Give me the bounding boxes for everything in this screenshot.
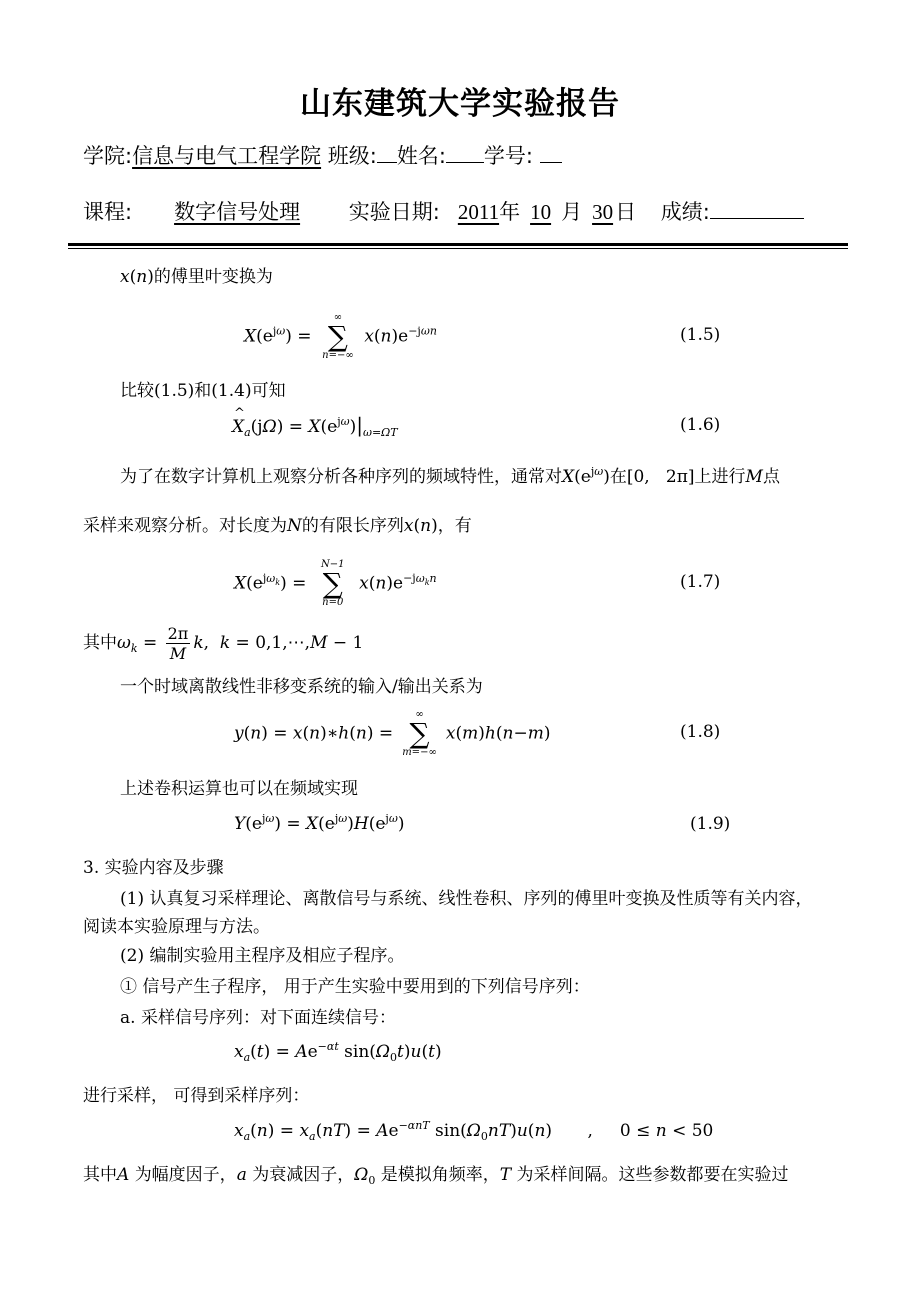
- equation-1-6: ^ $X_a(j\Omega) = X(e^{j\omega})|_{\omega=\Omega T}$: [232, 406, 398, 439]
- date-month: 10: [530, 200, 552, 224]
- equation-continuous-signal: $x_a(t) = Ae^{-\alpha t}$ $\sin(\Omega_0t)u(t)$: [234, 1040, 442, 1064]
- paragraph-omega-def: 其中$\omega_k$ = $\frac{2\pi}{M}$ k, k = 0,1,⋯,M − 1: [83, 624, 364, 663]
- equation-1-7: $X(e^{j\omega_k})$ = N−1 ∑ n=0 $x(n)e^{-j\omega_kn}$: [234, 559, 437, 608]
- equation-sampled-sequence: $x_a(n) = x_a(nT) = Ae^{-\alpha nT}$ $\sin(\Omega_0nT)u(n)$ , 0 ≤ n < 50: [234, 1119, 714, 1143]
- class-label: 班级:: [327, 144, 377, 168]
- step-signal-generator: ① 信号产生子程序， 用于产生实验中要用到的下列信号序列：: [120, 977, 590, 997]
- equation-number-1-8: (1.8): [680, 722, 721, 742]
- header-row-1: [83, 140, 562, 170]
- college-value: 信息与电气工程学院: [132, 144, 322, 168]
- equation-number-1-5: (1.5): [680, 325, 721, 345]
- step-1-line-2: 阅读本实验原理与方法。: [83, 917, 270, 937]
- equation-number-1-9: (1.9): [690, 814, 731, 834]
- date-label: 实验日期:: [348, 200, 440, 224]
- header-rule-thick: [68, 243, 848, 246]
- course-label: 课程:: [83, 200, 133, 224]
- header-rule-thin: [68, 248, 848, 249]
- paragraph-sampling-sequence: 进行采样， 可得到采样序列：: [83, 1086, 310, 1106]
- grade-blank: [710, 198, 804, 219]
- step-sampled-signal: a. 采样信号序列：对下面连续信号：: [120, 1008, 396, 1028]
- student-id-label: 学号:: [483, 144, 533, 168]
- paragraph-finite-sequence: 采样来观察分析。对长度为N的有限长序列x(n)，有: [83, 516, 472, 536]
- equation-1-5: $X(e^{j\omega})$ = ∞ ∑ n=−∞ $x(n)e^{-j\omega n}$: [244, 312, 437, 361]
- name-blank: [446, 142, 484, 163]
- date-year: 2011: [457, 200, 500, 224]
- report-title: 山东建筑大学实验报告: [300, 86, 620, 122]
- date-year-unit: 年: [499, 200, 521, 224]
- course-value: 数字信号处理: [174, 200, 301, 224]
- paragraph-convolution: 上述卷积运算也可以在频域实现: [120, 779, 358, 799]
- equation-number-1-7: (1.7): [680, 572, 721, 592]
- equation-number-1-6: (1.6): [680, 415, 721, 435]
- section-3-heading: 3. 实验内容及步骤: [83, 858, 224, 878]
- paragraph-parameters: 其中A 为幅度因子，a 为衰减因子，$\Omega_0$ 是模拟角频率，T 为采样间隔。这些参数都要在实验过: [83, 1165, 789, 1187]
- equation-1-9: $Y(e^{j\omega}) = X(e^{j\omega})H(e^{j\omega})$: [234, 812, 405, 834]
- paragraph-lti: 一个时域离散线性非移变系统的输入/输出关系为: [120, 677, 483, 697]
- grade-label: 成绩:: [660, 200, 710, 224]
- paragraph-fourier-intro: x(n)的傅里叶变换为: [120, 267, 273, 287]
- paragraph-compare: 比较(1.5)和(1.4)可知: [120, 381, 286, 401]
- step-1-line-1: (1) 认真复习采样理论、离散信号与系统、线性卷积、序列的傅里叶变换及性质等有关内容，: [120, 889, 813, 909]
- equation-1-8: y(n) = x(n)∗h(n) = ∞ ∑ m=−∞ x(m)h(n−m): [234, 709, 551, 758]
- student-id-blank: [540, 142, 562, 163]
- class-blank: [377, 142, 397, 163]
- header-row-2: [83, 196, 804, 226]
- name-label: 姓名:: [396, 144, 446, 168]
- step-2: (2) 编制实验用主程序及相应子程序。: [120, 946, 405, 966]
- date-day-unit: 日: [615, 200, 637, 224]
- date-month-unit: 月: [561, 200, 583, 224]
- college-label: 学院:: [83, 144, 133, 168]
- paragraph-sampling: 为了在数字计算机上观察分析各种序列的频域特性，通常对$X(e^{j\omega})$在[0, 2π]上进行M点: [120, 465, 780, 487]
- date-day: 30: [592, 200, 614, 224]
